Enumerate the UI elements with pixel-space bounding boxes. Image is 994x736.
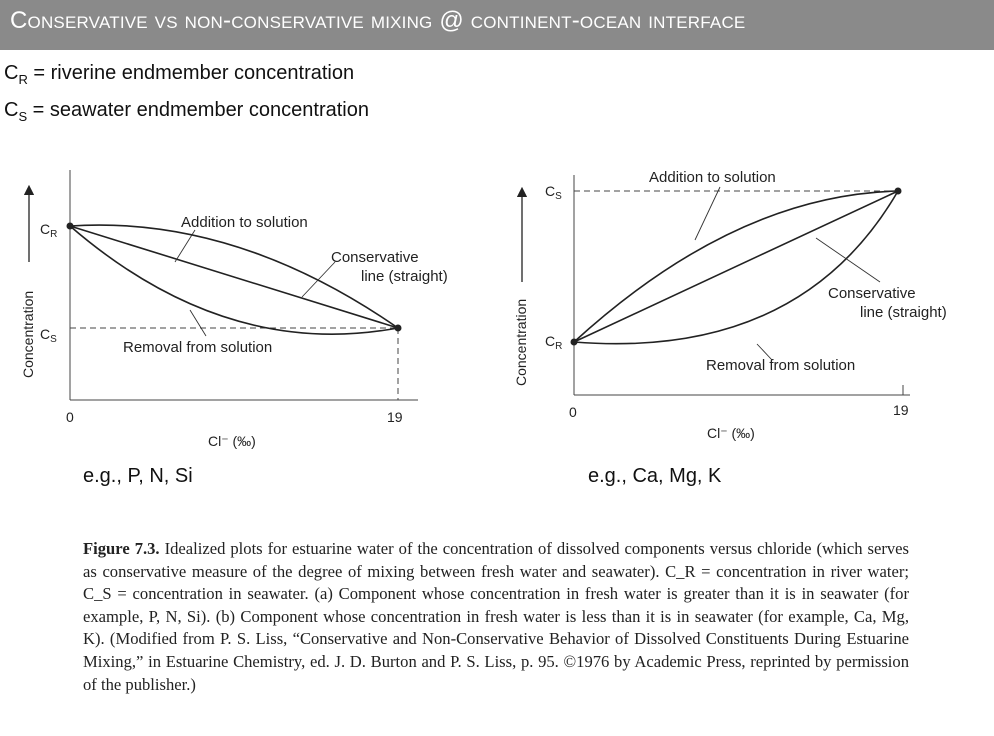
example-b: e.g., Ca, Mg, K (588, 465, 722, 487)
addition-leader-b (695, 187, 720, 240)
cs-symbol: C (4, 99, 19, 121)
cs-point-a (395, 325, 402, 332)
mixing-diagrams (0, 160, 994, 460)
addition-label-b: Addition to solution (649, 169, 776, 186)
cs-point-b (895, 188, 902, 195)
x-tick-19-b: 19 (893, 402, 909, 418)
cr-label-a: $C_R$ (40, 221, 58, 240)
definitions (4, 58, 369, 132)
x-tick-0-b: 0 (569, 404, 577, 420)
removal-curve-a (70, 226, 398, 334)
conservative-label-b-2: line (straight) (860, 304, 947, 321)
cr-label-b: $C_R$ (545, 333, 563, 352)
y-axis-label-a: Concentration (20, 290, 36, 378)
cr-text: = riverine endmember concentration (27, 62, 355, 84)
x-axis-label-a: Cl⁻ (‰) (208, 433, 256, 449)
addition-label-a: Addition to solution (181, 214, 308, 231)
plot-b (513, 169, 947, 441)
cs-label-a: $C_S$ (40, 326, 57, 345)
removal-label-b: Removal from solution (706, 357, 856, 374)
cs-subscript: S (18, 109, 28, 124)
removal-label-a: Removal from solution (123, 339, 273, 356)
conservative-label-a-2: line (straight) (361, 268, 448, 285)
cs-text: = seawater endmember concentration (27, 99, 369, 121)
conservative-label-a-1: Conservative (331, 249, 419, 266)
x-tick-0-a: 0 (66, 409, 74, 425)
plot-a (20, 170, 448, 449)
conservative-line-a (70, 226, 398, 328)
cr-definition (4, 58, 369, 95)
removal-leader-a (190, 310, 206, 336)
cr-point-a (67, 223, 74, 230)
cs-definition (4, 95, 369, 132)
caption-label: Figure 7.3. (83, 539, 160, 558)
title-bar (0, 0, 994, 50)
cr-point-b (571, 339, 578, 346)
addition-leader-a (175, 230, 195, 262)
x-tick-19-a: 19 (387, 409, 403, 425)
y-axis-label-b: Concentration (513, 298, 529, 386)
example-a: e.g., P, N, Si (83, 465, 193, 487)
slide-title: Conservative vs non-conservative mixing @ continent-ocean interface (10, 7, 746, 34)
cs-label-b: $C_S$ (545, 183, 562, 202)
figure-caption (83, 538, 909, 696)
conservative-leader-a (302, 262, 335, 297)
conservative-label-b-1: Conservative (828, 285, 916, 302)
cr-symbol: C (4, 62, 19, 84)
cr-subscript: R (18, 72, 28, 87)
conservative-leader-b (816, 238, 880, 282)
caption-text: Idealized plots for estuarine water of the concentration of dissolved components versus chloride (which serves as conservative measure of the degree of mixing between fresh water and seawater). C_R = concentration in river water; C_S = concentration in seawater. (a) Component whose concentration in fresh water is greater than it is in seawater (for example, P, N, Si). (b) Component whose concentration in fresh water is less than it is in seawater (for example, Ca, Mg, K). (Modified from P. S. Liss, “Conservative and Non-Conservative Behavior of Dissolved Constituents During Estuarine Mixing,” in Estuarine Chemistry, ed. J. D. Burton and P. S. Liss, p. 95. ©1976 by Academic Press, reprinted by permission of the publisher.) (83, 539, 909, 694)
conservative-line-b (574, 191, 898, 342)
x-axis-label-b: Cl⁻ (‰) (707, 425, 755, 441)
